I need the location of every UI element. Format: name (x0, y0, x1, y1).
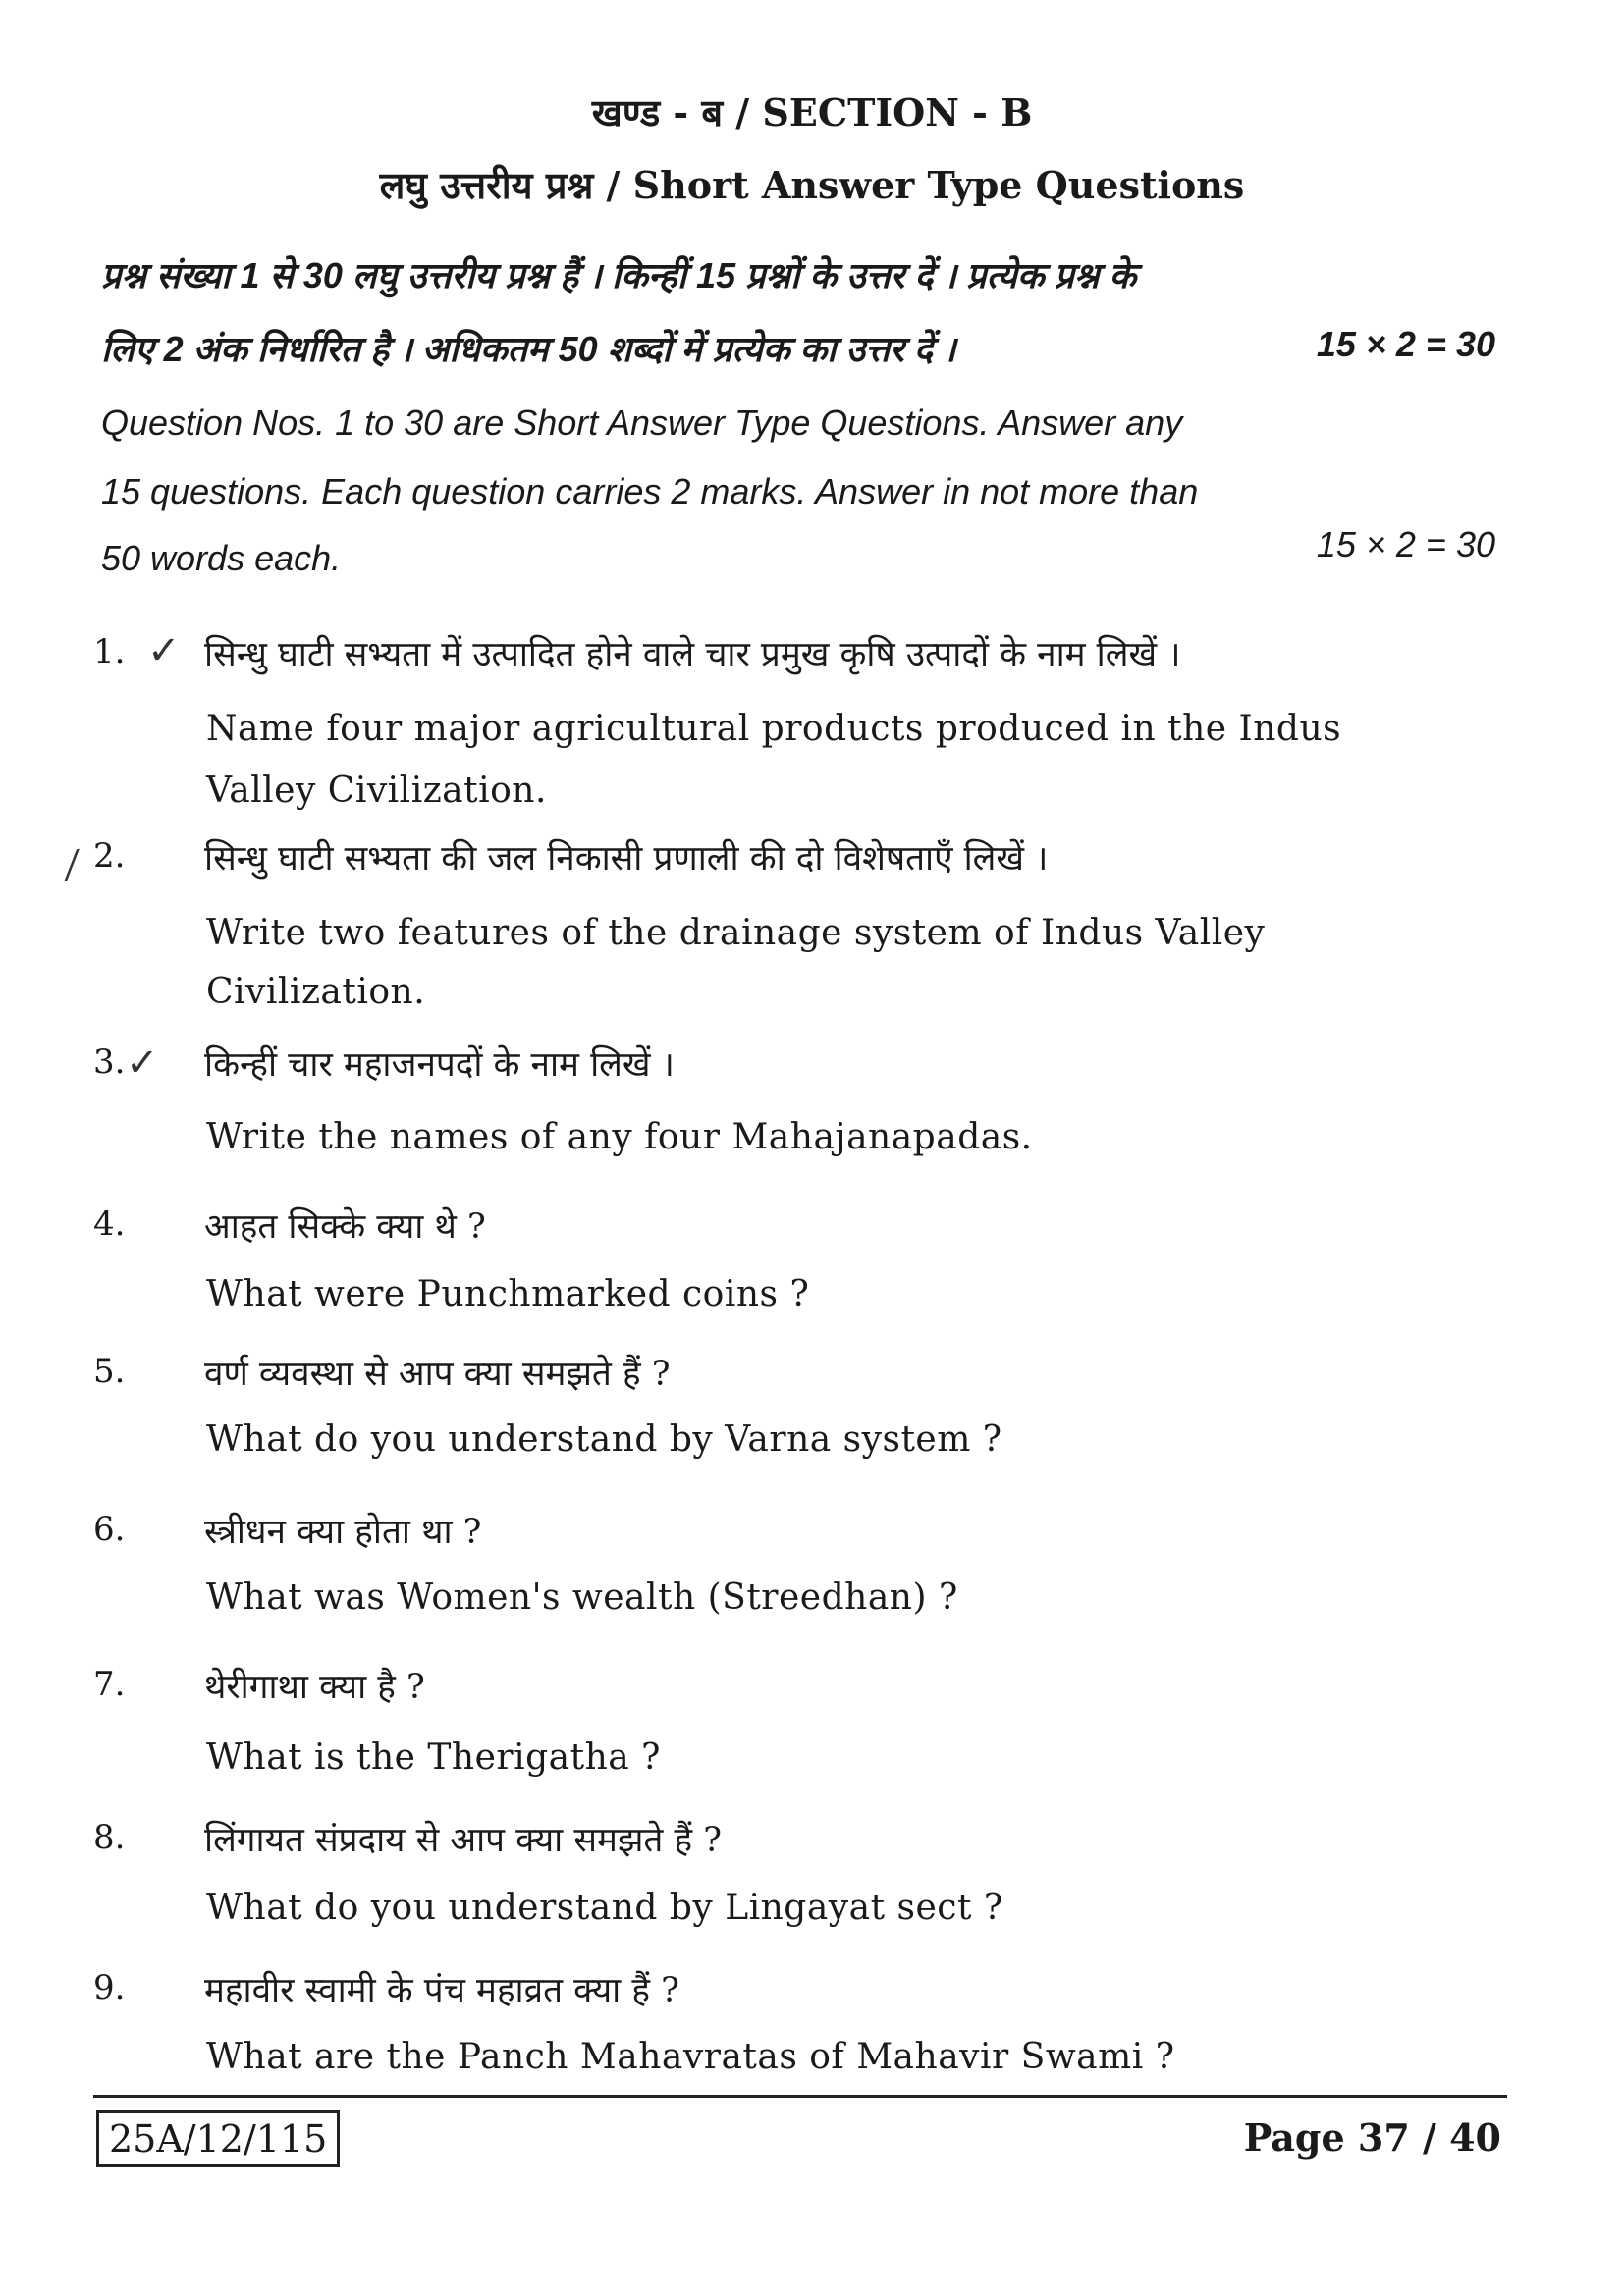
instruction-english-2: 15 questions. Each question carries 2 marks. Answer in not more than (101, 471, 1199, 511)
question-english: What were Punchmarked coins ? (206, 1274, 810, 1314)
tick-mark-icon: ✓ (147, 628, 181, 673)
question-number: 2. (93, 836, 126, 876)
question-hindi: लिंगायत संप्रदाय से आप क्या समझते हैं ? (204, 1821, 722, 1860)
question-number: 9. (93, 1968, 126, 2007)
question-hindi: आहत सिक्के क्या थे ? (204, 1207, 486, 1247)
question-hindi: सिन्धु घाटी सभ्यता में उत्पादित होने वाले चार प्रमुख कृषि उत्पादों के नाम लिखें । (204, 635, 1181, 674)
question-english: What is the Therigatha ? (206, 1737, 661, 1778)
question-hindi: किन्हीं चार महाजनपदों के नाम लिखें । (204, 1045, 675, 1085)
question-english-cont: Valley Civilization. (206, 771, 547, 811)
question-number: 4. (93, 1204, 126, 1244)
paper-code: 25A/12/115 (96, 2110, 340, 2167)
question-hindi: महावीर स्वामी के पंच महाव्रत क्या हैं ? (204, 1971, 679, 2010)
question-english: What do you understand by Lingayat sect ? (206, 1888, 1003, 1928)
question-english: What do you understand by Varna system ? (206, 1419, 1002, 1460)
instruction-hindi-2-text: लिए 2 अंक निर्धारित है । अधिकतम 50 शब्दों में प्रत्येक का उत्तर दें । (101, 329, 956, 369)
footer-divider (93, 2095, 1507, 2098)
question-hindi: थेरीगाथा क्या है ? (204, 1668, 425, 1707)
question-hindi: सिन्धु घाटी सभ्यता की जल निकासी प्रणाली की दो विशेषताएँ लिखें । (204, 839, 1049, 879)
instruction-english-1: Question Nos. 1 to 30 are Short Answer Type Questions. Answer any (101, 402, 1183, 443)
question-english-cont: Civilization. (206, 972, 426, 1012)
question-english: What was Women's wealth (Streedhan) ? (206, 1577, 958, 1618)
section-title: खण्ड - ब / SECTION - B (591, 90, 1033, 134)
question-number: 8. (93, 1818, 126, 1857)
question-hindi: स्त्रीधन क्या होता था ? (204, 1513, 482, 1552)
instruction-hindi-1: प्रश्न संख्या 1 से 30 लघु उत्तरीय प्रश्न हैं । किन्हीं 15 प्रश्नों के उत्तर दें । प्रत्येक प्रश्न के (101, 255, 1137, 295)
instruction-english-3-text: 50 words each. (101, 538, 342, 578)
pen-mark-icon: ⁄ (65, 843, 80, 890)
instruction-english-marks: 15 × 2 = 30 (1316, 524, 1495, 564)
section-subtitle: लघु उत्तरीय प्रश्न / Short Answer Type Questions (379, 163, 1245, 207)
question-number: 5. (93, 1352, 126, 1391)
question-english: Write two features of the drainage system of Indus Valley (206, 913, 1266, 953)
page-number: Page 37 / 40 (1243, 2115, 1501, 2160)
question-number: 1. (93, 632, 126, 671)
question-english: Write the names of any four Mahajanapadas. (206, 1117, 1033, 1157)
question-number: 6. (93, 1510, 126, 1549)
instruction-hindi-2 (101, 324, 1495, 372)
question-number: 3. (93, 1042, 126, 1082)
instruction-hindi-marks: 15 × 2 = 30 (1316, 324, 1495, 364)
tick-mark-icon: ✓ (126, 1041, 159, 1086)
question-hindi: वर्ण व्यवस्था से आप क्या समझते हैं ? (204, 1355, 671, 1394)
instruction-english-3 (101, 524, 1495, 579)
question-number: 7. (93, 1665, 126, 1704)
question-english: Name four major agricultural products produced in the Indus (206, 709, 1342, 749)
question-english: What are the Panch Mahavratas of Mahavir Swami ? (206, 2037, 1175, 2077)
